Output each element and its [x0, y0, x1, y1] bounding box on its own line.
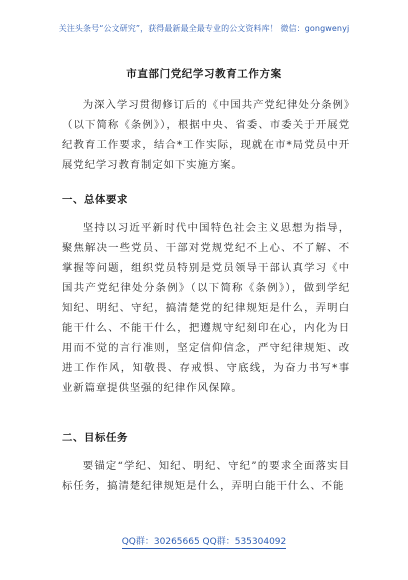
section-heading-objectives: 二、目标任务 [62, 432, 128, 444]
section-paragraph: 要锚定“学纪、知纪、明纪、守纪”的要求全面落实目标任务，搞清楚纪律规矩是什么，弄明白能干什么、不能 [62, 460, 350, 492]
document-title: 市直部门党纪学习教育工作方案 [126, 68, 282, 80]
section-body-general-requirements [62, 218, 350, 398]
footer-qq-groups [0, 536, 408, 549]
section-body-objectives [62, 456, 350, 496]
section-heading-general-requirements: 一、总体要求 [62, 194, 128, 206]
footer-qq-text: QQ群：30265665 QQ群：535304092 [121, 537, 287, 547]
header-promo-note: 关注头条号“公文研究”，获得最新最全最专业的公文资料库！ 微信：gongwenyj [58, 24, 350, 33]
intro-block [62, 95, 350, 175]
section-paragraph: 坚持以习近平新时代中国特色社会主义思想为指导，聚焦解决一些党员、干部对党规党纪不上心、不了解、不掌握等问题，组织党员特别是党员领导干部认真学习《中国共产党纪律处分条例》（以下简称《条例》），做到学纪知纪、明纪、守纪，搞清楚党的纪律规矩是什么，弄明白能干什么、不能干什么，把遵规守纪刻印在心，内化为日用而不觉的言行准则，坚定信仰信念，严守纪律规矩、改进工作作风，知敬畏、存戒惧、守底线，为奋力书写*事业新篇章提供坚强的纪律作风保障。 [62, 222, 350, 394]
intro-paragraph: 为深入学习贯彻修订后的《中国共产党纪律处分条例》（以下简称《条例》），根据中央、省委、市委关于开展党纪教育工作要求，结合*工作实际，现就在市*局党员中开展党纪学习教育制定如下实施方案。 [62, 99, 350, 171]
